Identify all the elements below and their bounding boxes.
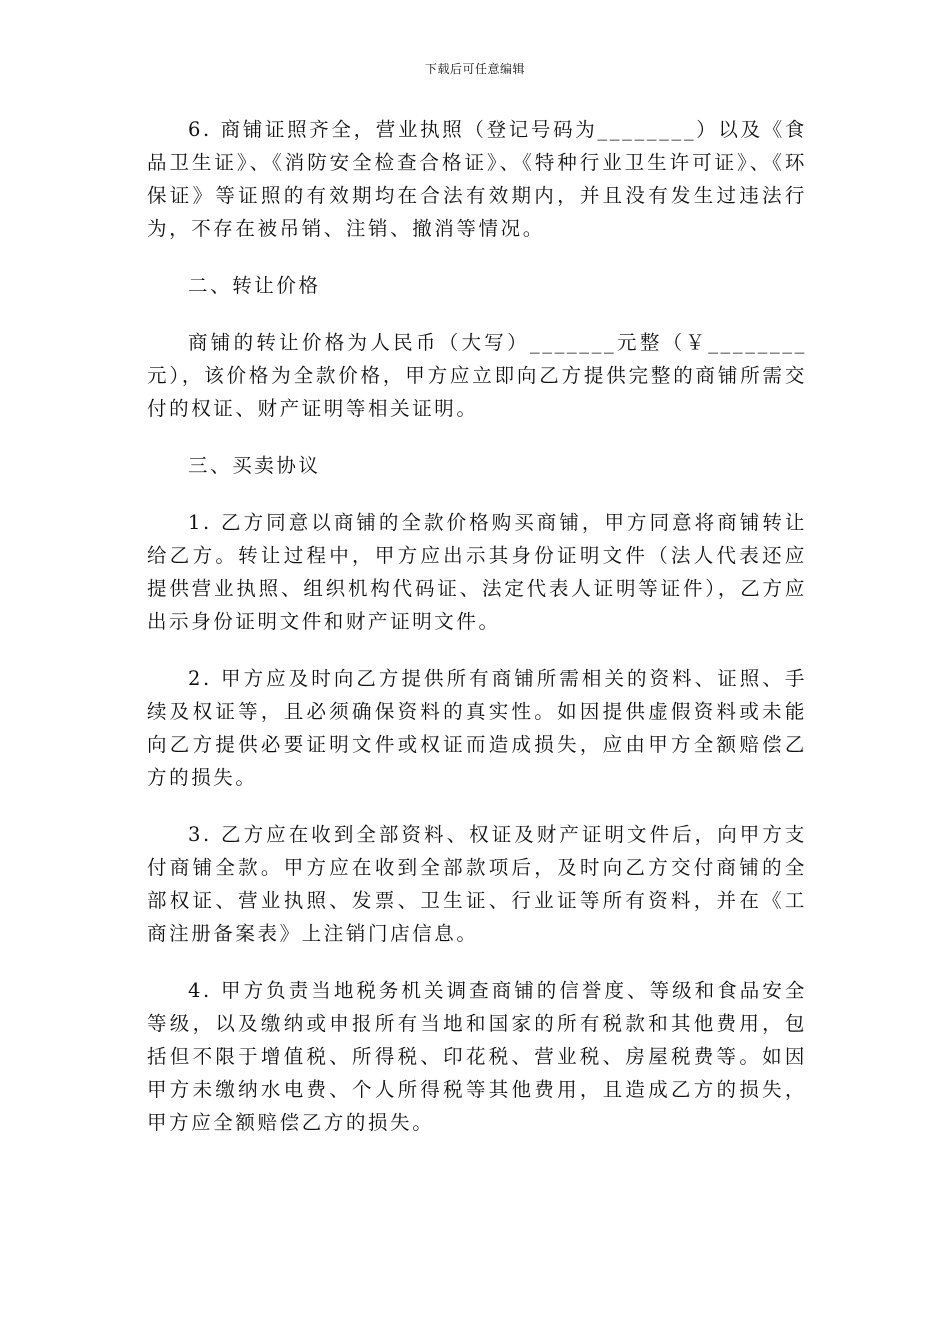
- agreement-item-4: 4. 甲方负责当地税务机关调查商铺的信誉度、等级和食品安全等级，以及缴纳或申报所有当地和国家的所有税款和其他费用，包括但不限于增值税、所得税、印花税、营业税、房屋税费等。如因甲方未缴纳水电费、个人所得税等其他费用，且造成乙方的损失，甲方应全额赔偿乙方的损失。: [147, 979, 807, 1134]
- agreement-item-1: 1. 乙方同意以商铺的全款价格购买商铺，甲方同意将商铺转让给乙方。转让过程中，甲方应出示其身份证明文件（法人代表还应提供营业执照、组织机构代码证、法定代表人证明等证件），乙方应出示身份证明文件和财产证明文件。: [147, 511, 807, 633]
- page-header-note: 下载后可任意编辑: [424, 62, 525, 76]
- section-heading-purchase-agreement: 三、买卖协议: [188, 454, 321, 477]
- section-heading-transfer-price: 二、转让价格: [188, 274, 321, 297]
- agreement-item-3: 3. 乙方应在收到全部资料、权证及财产证明文件后，向甲方支付商铺全款。甲方应在收到全部款项后，及时向乙方交付商铺的全部权证、营业执照、发票、卫生证、行业证等所有资料，并在《工商注册备案表》上注销门店信息。: [147, 823, 807, 945]
- agreement-item-2: 2. 甲方应及时向乙方提供所有商铺所需相关的资料、证照、手续及权证等，且必须确保资料的真实性。如因提供虚假资料或未能向乙方提供必要证明文件或权证而造成损失，应由甲方全额赔偿乙方的损失。: [147, 667, 807, 789]
- transfer-price-paragraph: 商铺的转让价格为人民币（大写）_______元整（￥________元），该价格为全款价格，甲方应立即向乙方提供完整的商铺所需交付的权证、财产证明等相关证明。: [147, 331, 807, 420]
- document-body: [147, 113, 807, 1163]
- clause-6-license: 6. 商铺证照齐全，营业执照（登记号码为________）以及《食品卫生证》、《消防安全检查合格证》、《特种行业卫生许可证》、《环保证》等证照的有效期均在合法有效期内，并且没有发生过违法行为，不存在被吊销、注销、撤消等情况。: [147, 118, 807, 240]
